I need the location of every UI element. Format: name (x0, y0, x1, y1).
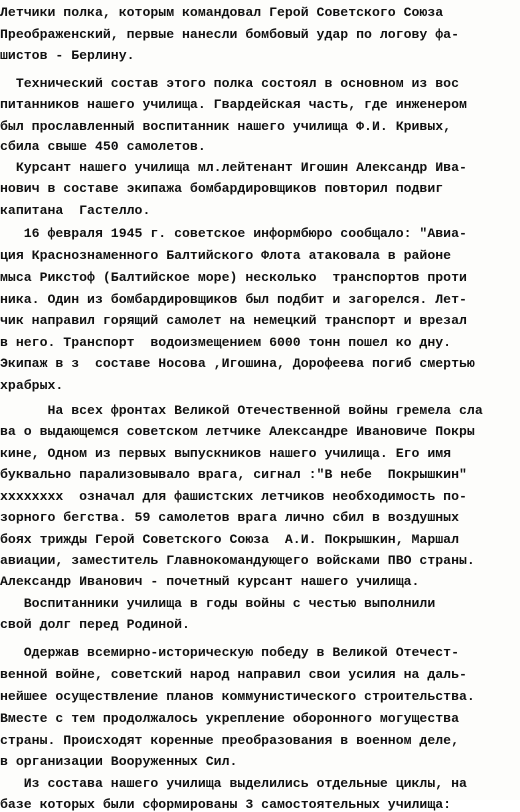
text-line: был прославленный воспитанник нашего училища Ф.И. Кривых, (0, 119, 452, 134)
text-line: Из состава нашего училища выделились отдельные циклы, на (0, 776, 467, 791)
text-line: Вместе с тем продолжалось укрепление оборонного могущества (0, 711, 459, 726)
text-line: ция Краснознаменного Балтийского Флота атаковала в районе (0, 248, 452, 263)
text-line: ва о выдающемся советском летчике Александре Ивановиче Покры (0, 424, 475, 439)
text-line: мыса Рикстоф (Балтийское море) несколько транспортов проти (0, 270, 467, 285)
text-line: венной войне, советский народ направил свои усилия на даль- (0, 667, 467, 682)
text-line: сбила свыше 450 самолетов. (0, 139, 206, 154)
text-line: 16 февраля 1945 г. советское информбюро сообщало: "Авиа- (0, 226, 467, 241)
text-line: чик направил горящий самолет на немецкий транспорт и врезал (0, 313, 467, 328)
text-line: авиации, заместитель Главнокомандующего войсками ПВО страны. (0, 553, 475, 568)
text-line: свой долг перед Родиной. (0, 617, 190, 632)
text-line: базе которых были сформированы 3 самостоятельных училища: (0, 797, 452, 812)
text-line: Александр Иванович - почетный курсант нашего училища. (0, 574, 420, 589)
text-line: нейшее осуществление планов коммунистического строительства. (0, 689, 475, 704)
text-line: На всех фронтах Великой Отечественной войны гремела сла (0, 403, 483, 418)
text-line: храбрых. (0, 378, 64, 393)
text-line: Воспитанники училища в годы войны с честью выполнили (0, 596, 436, 611)
text-line: в него. Транспорт водоизмещением 6000 тонн пошел ко дну. (0, 335, 452, 350)
text-line: кине, Одном из первых выпускников нашего училища. Его имя (0, 446, 452, 461)
text-line: Одержав всемирно-историческую победу в Великой Отечест- (0, 645, 459, 660)
text-line: капитана Гастелло. (0, 203, 151, 218)
text-line: зорного бегства. 59 самолетов врага лично сбил в воздушных (0, 510, 459, 525)
text-line: страны. Происходят коренные преобразования в военном деле, (0, 733, 459, 748)
text-line: буквально парализовывало врага, сигнал :"В небе Покрышкин" (0, 467, 467, 482)
text-line: Экипаж в з составе Носова ,Игошина, Дорофеева погиб смертью (0, 356, 475, 371)
text-line: Преображенский, первые нанесли бомбовый удар по логову фа- (0, 27, 459, 42)
text-line: Летчики полка, которым командовал Герой Советского Союза (0, 5, 444, 20)
text-line: хххххххх означал для фашистских летчиков необходимость по- (0, 489, 467, 504)
text-line: питанников нашего училища. Гвардейская часть, где инженером (0, 97, 467, 112)
text-line: нович в составе экипажа бомбардировщиков повторил подвиг (0, 181, 444, 196)
text-line: шистов - Берлину. (0, 48, 135, 63)
text-line: в организации Вооруженных Сил. (0, 754, 238, 769)
text-line: Курсант нашего училища мл.лейтенант Игошин Александр Ива- (0, 160, 467, 175)
text-line: Технический состав этого полка состоял в основном из вос (0, 76, 459, 91)
text-line: боях трижды Герой Советского Союза А.И. Покрышкин, Маршал (0, 532, 459, 547)
text-line: ника. Один из бомбардировщиков был подбит и загорелся. Лет- (0, 292, 467, 307)
